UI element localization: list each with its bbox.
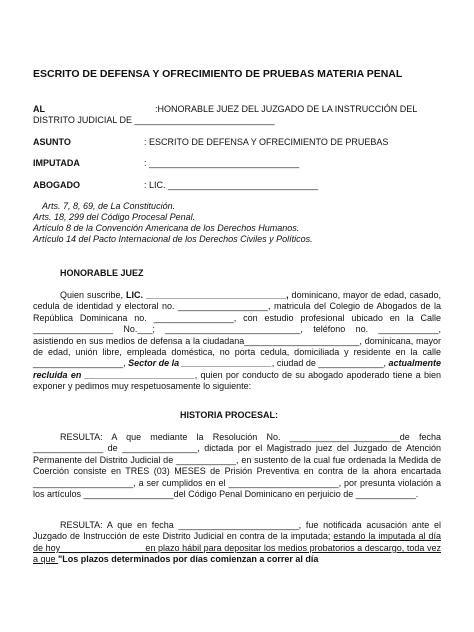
intro-part-1: Quien suscribe,	[60, 290, 126, 300]
legal-ref-3: Artículo 8 de la Convención Americana de los Derechos Humanos.	[33, 223, 300, 233]
section-title: HISTORIA PROCESAL:	[180, 410, 279, 420]
al-value-line1: :HONORABLE JUEZ DEL JUZGADO DE LA INSTRUCCIÓN DEL	[155, 104, 418, 114]
legal-ref-1: Arts. 7, 8, 69, de La Constitución.	[42, 201, 176, 211]
salutation: HONORABLE JUEZ	[60, 268, 144, 278]
al-value-line2: DISTRITO JUDICIAL DE ____________________________	[33, 115, 275, 125]
resulta-2-bold: "Los plazos determinados por días comienzan a correr al día	[58, 554, 319, 565]
resulta-2	[33, 520, 441, 566]
document-title: ESCRITO DE DEFENSA Y OFRECIMIENTO DE PRUEBAS MATERIA PENAL	[33, 68, 403, 80]
intro-sector: Sector de la __________________	[128, 358, 272, 369]
abogado-value: : LIC. ______________________________	[144, 180, 319, 190]
legal-ref-4: Artículo 14 del Pacto Internacional de los Derechos Civiles y Políticos.	[33, 234, 313, 244]
intro-part-3: , ciudad de _____________,	[271, 358, 389, 369]
imputada-value: : ______________________________	[144, 158, 300, 168]
intro-part-2: dominicano, mayor de edad, casado, cedula de identidad y electoral no. __________________, matricula del Colegio de Abogados de la República Dominicana no. ________________, con estudio profesional ubicado en la Calle ________________ No.___; ___________________________, teléfono no. ____________, asistiendo en sus medios de defensa a la ciudadana_______________________, dominicana, mayor de edad, unión libre, empleada doméstica, no porta cedula, domiciliada y residente en la calle __________________,	[33, 290, 442, 369]
resulta-2-part-a: RESULTA: A que en fecha ________________________, fue notificada acusación ante el Juzgado de Instrucción de este Distrito Judicial en contra de la imputada;	[33, 520, 441, 542]
imputada-label: IMPUTADA	[33, 158, 80, 168]
intro-lawyer-name: LIC. ____________________________,	[125, 290, 289, 300]
asunto-value: : ESCRITO DE DEFENSA Y OFRECIMIENTO DE PRUEBAS	[144, 137, 389, 147]
resulta-2-underlined: estando la imputada al día de hoy ________________ en plazo hábil para depositar los medios probatorios a descargo, toda vez a que	[33, 531, 441, 565]
legal-ref-2: Arts. 18, 299 del Código Procesal Penal.	[33, 212, 196, 222]
intro-recluida: actualmente recluida en ______________________	[33, 358, 441, 380]
intro-paragraph	[33, 290, 441, 393]
abogado-label: ABOGADO	[33, 180, 80, 190]
intro-part-4: , quien por conducto de su abogado apoderado tiene a bien exponer y pedimos muy respetuosamente lo siguiente:	[33, 369, 441, 392]
al-label: AL	[33, 104, 45, 114]
resulta-1: RESULTA: A que mediante la Resolución No. ______________________de fecha ______________ de _______________, dictada por el Magistrado juez del Juzgado de Atención Permanente del Distrito Judicial de ____________, en sustento de la cual fue ordenada la Medida de Coerción consiste en TRES (03) MESES de Prisión Preventiva en contra de la ahora encartada ____________________, a ser cumplidos en el ______________________, por presunta violación a los artículos __________________del Código Penal Dominicano en perjuicio de ____________.	[33, 432, 441, 500]
asunto-label: ASUNTO	[33, 137, 71, 147]
